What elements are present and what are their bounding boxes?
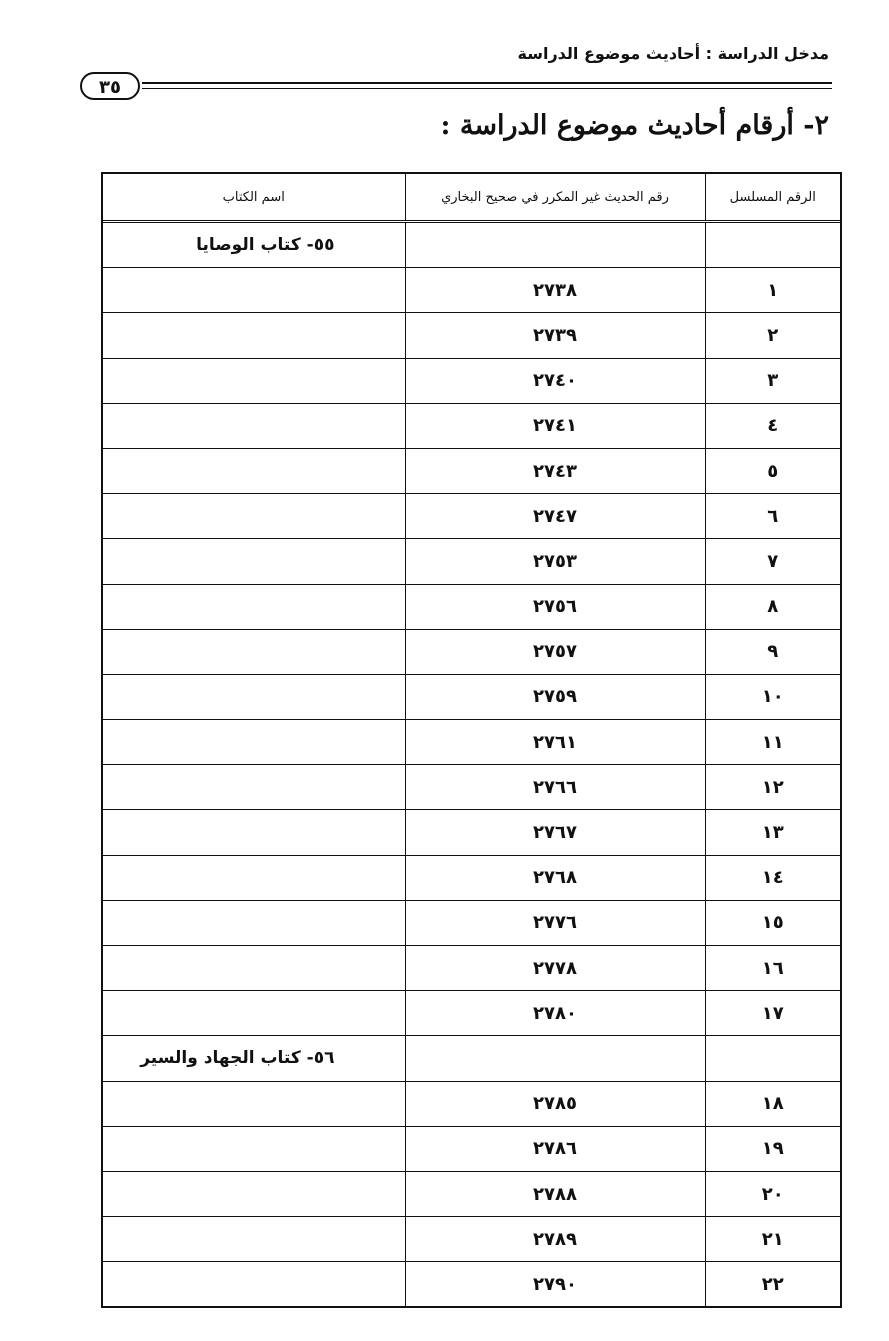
book-name-cell: ٥٦- كتاب الجهاد والسير xyxy=(103,1036,405,1081)
serial-cell: ١٧ xyxy=(705,991,840,1036)
book-name-column-header: اسم الكتاب xyxy=(103,174,405,222)
book-name-cell xyxy=(103,584,405,629)
hadith-number-cell: ٢٧٦٨ xyxy=(405,855,705,900)
hadith-number-cell: ٢٧٨٨ xyxy=(405,1171,705,1216)
table-row xyxy=(103,313,840,358)
serial-cell: ١٠ xyxy=(705,674,840,719)
hadith-table-frame xyxy=(101,172,842,1308)
hadith-number-cell: ٢٧٧٦ xyxy=(405,900,705,945)
book-name-cell xyxy=(103,765,405,810)
serial-cell: ٢٠ xyxy=(705,1171,840,1216)
hadith-number-column-header: رقم الحديث غير المكرر في صحيح البخاري xyxy=(405,174,705,222)
book-name-cell xyxy=(103,539,405,584)
hadith-number-cell: ٢٧٥٣ xyxy=(405,539,705,584)
hadith-number-cell: ٢٧٦١ xyxy=(405,720,705,765)
hadith-number-cell: ٢٧٦٦ xyxy=(405,765,705,810)
table-row xyxy=(103,448,840,493)
table-row xyxy=(103,629,840,674)
serial-cell: ٢١ xyxy=(705,1217,840,1262)
hadith-number-cell: ٢٧٣٩ xyxy=(405,313,705,358)
hadith-number-cell: ٢٧٥٩ xyxy=(405,674,705,719)
serial-cell: ٢ xyxy=(705,313,840,358)
book-name-cell xyxy=(103,494,405,539)
table-row xyxy=(103,494,840,539)
table-body xyxy=(103,222,840,1307)
serial-cell xyxy=(705,222,840,268)
hadith-number-cell: ٢٧٤٠ xyxy=(405,358,705,403)
hadith-number-cell xyxy=(405,1036,705,1081)
serial-cell: ٩ xyxy=(705,629,840,674)
hadith-number-cell: ٢٧٨٩ xyxy=(405,1217,705,1262)
serial-cell: ٧ xyxy=(705,539,840,584)
table-row xyxy=(103,946,840,991)
table-row xyxy=(103,855,840,900)
serial-column-header: الرقم المسلسل xyxy=(705,174,840,222)
table-row xyxy=(103,403,840,448)
hadith-number-cell: ٢٧٧٨ xyxy=(405,946,705,991)
book-name-cell xyxy=(103,674,405,719)
serial-cell: ٥ xyxy=(705,448,840,493)
book-name-cell xyxy=(103,720,405,765)
table-row xyxy=(103,720,840,765)
serial-cell: ١٥ xyxy=(705,900,840,945)
hadith-number-cell: ٢٧٩٠ xyxy=(405,1262,705,1307)
table-row xyxy=(103,1036,840,1081)
hadith-number-cell: ٢٧٤٣ xyxy=(405,448,705,493)
book-name-cell xyxy=(103,991,405,1036)
table-row xyxy=(103,1171,840,1216)
table-row xyxy=(103,900,840,945)
book-name-cell xyxy=(103,1171,405,1216)
table-row xyxy=(103,810,840,855)
book-name-cell xyxy=(103,946,405,991)
running-title: مدخل الدراسة : أحاديث موضوع الدراسة xyxy=(517,44,829,63)
serial-cell: ١٤ xyxy=(705,855,840,900)
table-row xyxy=(103,268,840,313)
serial-cell: ٣ xyxy=(705,358,840,403)
hadith-number-cell xyxy=(405,222,705,268)
section-title: ٢- أرقام أحاديث موضوع الدراسة : xyxy=(440,110,829,141)
serial-cell: ١٨ xyxy=(705,1081,840,1126)
page-number: ٣٥ xyxy=(80,72,140,100)
hadith-number-cell: ٢٧٤٧ xyxy=(405,494,705,539)
serial-cell: ٢٢ xyxy=(705,1262,840,1307)
hadith-number-cell: ٢٧٦٧ xyxy=(405,810,705,855)
book-name-cell xyxy=(103,1126,405,1171)
serial-cell: ٨ xyxy=(705,584,840,629)
book-name-cell xyxy=(103,1081,405,1126)
table-row xyxy=(103,765,840,810)
serial-cell: ٦ xyxy=(705,494,840,539)
serial-cell: ١٢ xyxy=(705,765,840,810)
hadith-numbers-table xyxy=(103,174,840,1307)
hadith-number-cell: ٢٧٨٥ xyxy=(405,1081,705,1126)
serial-cell: ١٩ xyxy=(705,1126,840,1171)
book-name-cell xyxy=(103,448,405,493)
table-row xyxy=(103,358,840,403)
hadith-number-cell: ٢٧٨٦ xyxy=(405,1126,705,1171)
hadith-number-cell: ٢٧٤١ xyxy=(405,403,705,448)
book-name-cell xyxy=(103,403,405,448)
serial-cell: ١٣ xyxy=(705,810,840,855)
book-name-cell xyxy=(103,900,405,945)
serial-cell: ١ xyxy=(705,268,840,313)
serial-cell: ١١ xyxy=(705,720,840,765)
table-row xyxy=(103,584,840,629)
table-header-row xyxy=(103,174,840,222)
table-row xyxy=(103,1262,840,1307)
book-name-cell xyxy=(103,1217,405,1262)
table-row xyxy=(103,1126,840,1171)
table-row xyxy=(103,991,840,1036)
hadith-number-cell: ٢٧٥٦ xyxy=(405,584,705,629)
table-row xyxy=(103,539,840,584)
book-name-cell xyxy=(103,810,405,855)
book-name-cell xyxy=(103,629,405,674)
table-row xyxy=(103,222,840,268)
hadith-number-cell: ٢٧٨٠ xyxy=(405,991,705,1036)
table-row xyxy=(103,1217,840,1262)
hadith-number-cell: ٢٧٣٨ xyxy=(405,268,705,313)
book-name-cell xyxy=(103,313,405,358)
book-name-cell xyxy=(103,358,405,403)
table-row xyxy=(103,674,840,719)
book-name-cell xyxy=(103,1262,405,1307)
table-row xyxy=(103,1081,840,1126)
serial-cell: ١٦ xyxy=(705,946,840,991)
serial-cell: ٤ xyxy=(705,403,840,448)
header-rule xyxy=(142,82,832,89)
serial-cell xyxy=(705,1036,840,1081)
book-name-cell xyxy=(103,855,405,900)
book-name-cell xyxy=(103,268,405,313)
hadith-number-cell: ٢٧٥٧ xyxy=(405,629,705,674)
book-name-cell: ٥٥- كتاب الوصايا xyxy=(103,222,405,268)
